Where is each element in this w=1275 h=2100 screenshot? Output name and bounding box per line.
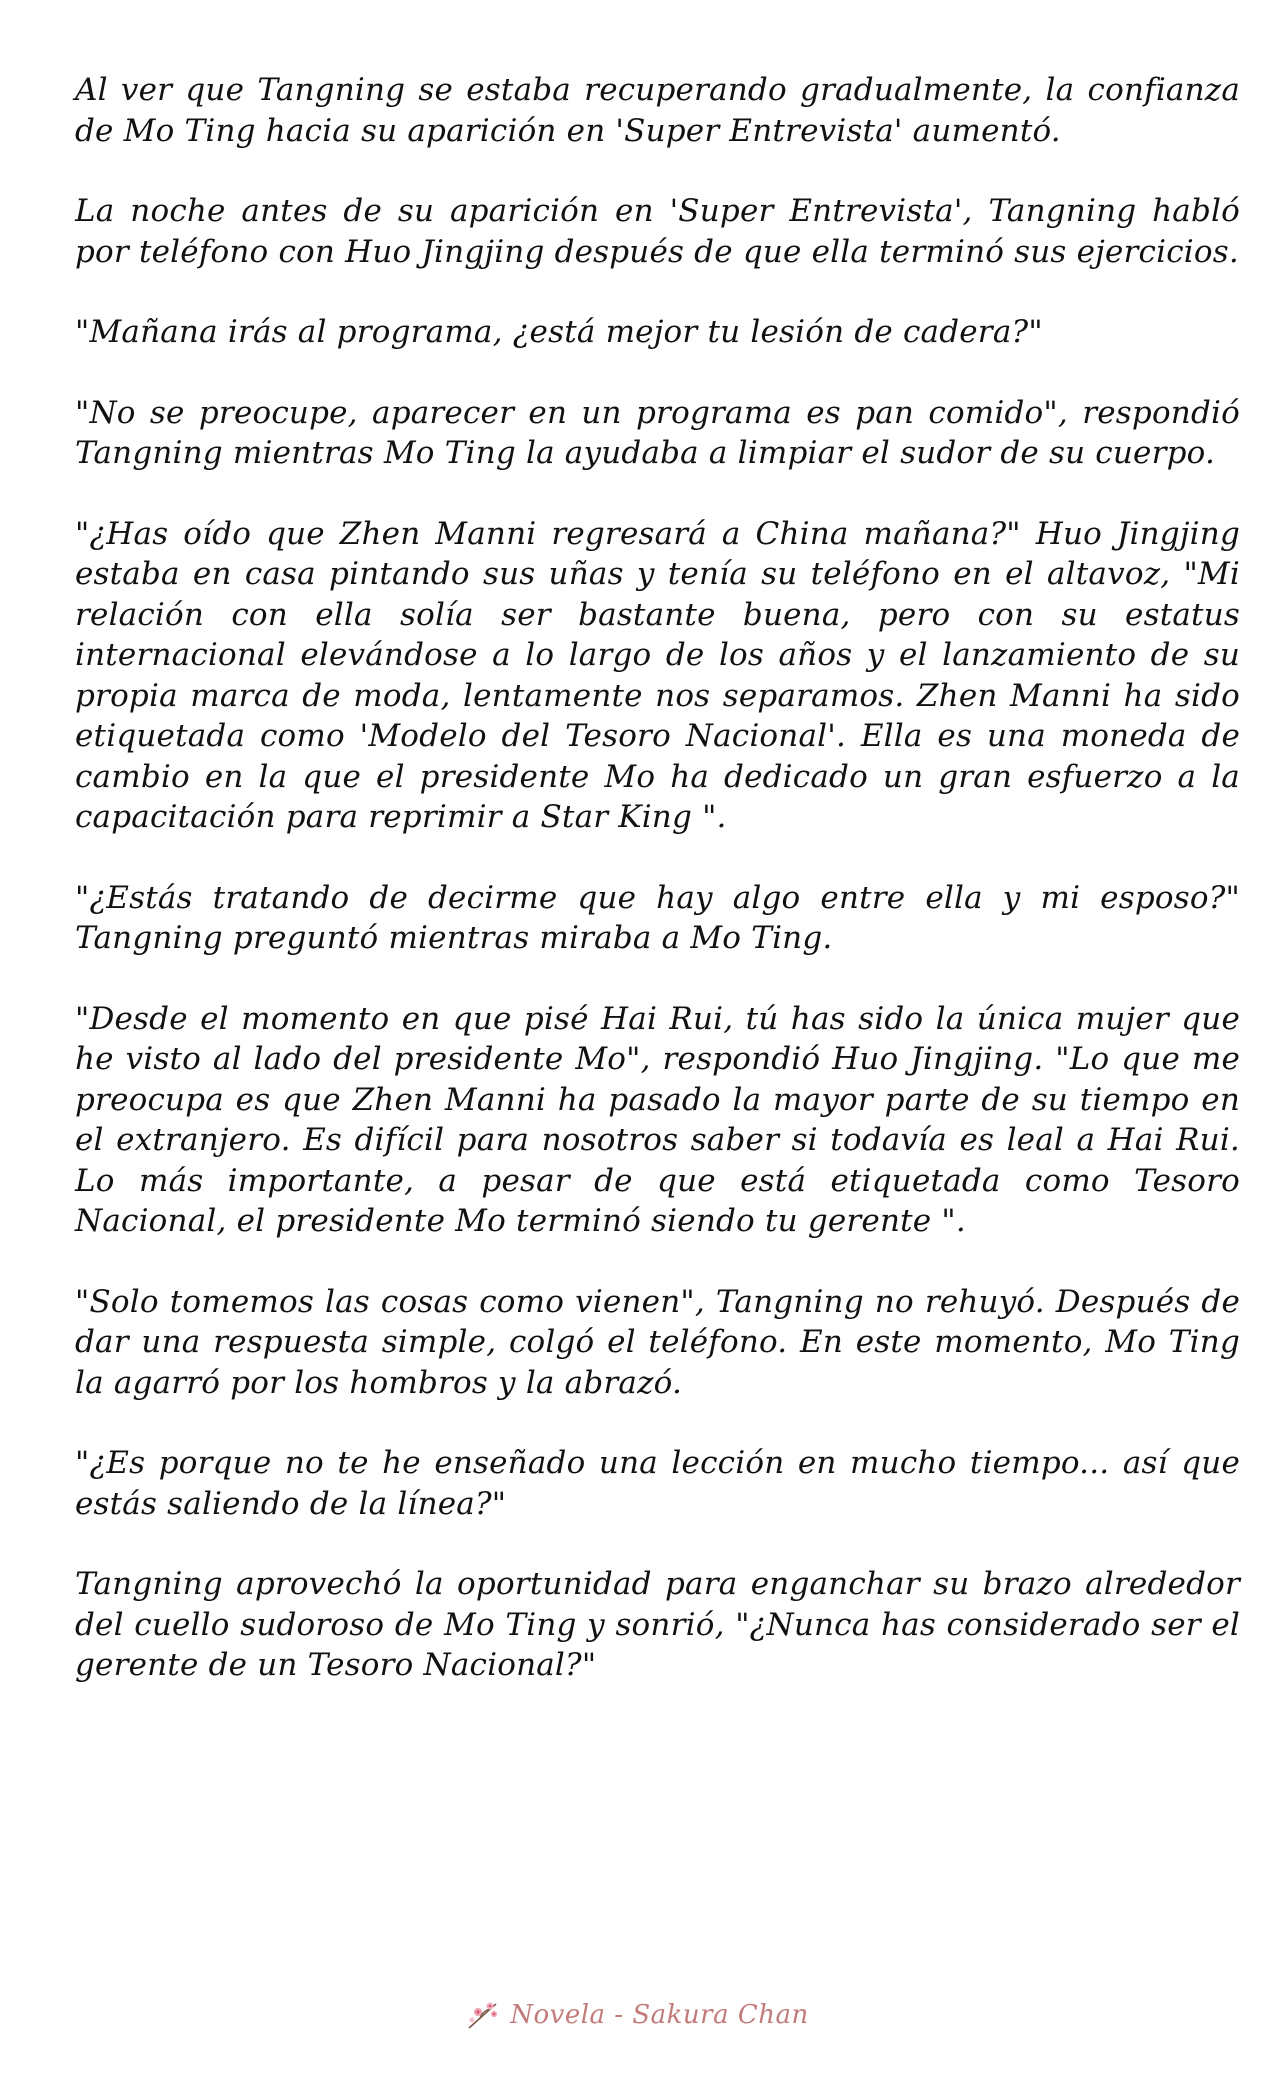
paragraph: "No se preocupe, aparecer en un programa es pan comido", respondió Tangning mientras Mo Ting la ayudaba a limpiar el sudor de su cuerpo. — [75, 394, 1240, 471]
paragraph: "¿Es porque no te he enseñado una lección en mucho tiempo... así que estás saliendo de la línea?" — [75, 1445, 1240, 1522]
paragraph: "Solo tomemos las cosas como vienen", Tangning no rehuyó. Después de dar una respuesta simple, colgó el teléfono. En este momento, Mo Ting la agarró por los hombros y la abrazó. — [75, 1283, 1240, 1401]
paragraph: "¿Has oído que Zhen Manni regresará a China mañana?" Huo Jingjing estaba en casa pintando sus uñas y tenía su teléfono en el altavoz, "Mi relación con ella solía ser bastante buena, pero con su estatus internacional elevándose a lo largo de los años y el lanzamiento de su propia marca de moda, lentamente nos separamos. Zhen Manni ha sido etiquetada como 'Modelo del Tesoro Nacional'. Ella es una moneda de cambio en la que el presidente Mo ha dedicado un gran esfuerzo a la capacitación para reprimir a Star King ". — [75, 515, 1240, 835]
paragraph: "Desde el momento en que pisé Hai Rui, tú has sido la única mujer que he visto al lado del presidente Mo", respondió Huo Jingjing. "Lo que me preocupa es que Zhen Manni ha pasado la mayor parte de su tiempo en el extranjero. Es difícil para nosotros saber si todavía es leal a Hai Rui. Lo más importante, a pesar de que está etiquetada como Tesoro Nacional, el presidente Mo terminó siendo tu gerente ". — [75, 1000, 1240, 1239]
footer-brand — [466, 1998, 809, 2032]
paragraph: "¿Estás tratando de decirme que hay algo entre ella y mi esposo?" Tangning preguntó mientras miraba a Mo Ting. — [75, 879, 1240, 956]
paragraph: "Mañana irás al programa, ¿está mejor tu lesión de cadera?" — [75, 314, 1043, 350]
footer-watermark — [0, 1995, 1275, 2035]
paragraph: La noche antes de su aparición en 'Super Entrevista', Tangning habló por teléfono con Huo Jingjing después de que ella terminó sus ejercicios. — [75, 193, 1240, 270]
paragraph: Al ver que Tangning se estaba recuperando gradualmente, la confianza de Mo Ting hacia su aparición en 'Super Entrevista' aumentó. — [75, 72, 1240, 149]
footer-text: Novela - Sakura Chan — [510, 2000, 809, 2030]
sakura-branch-icon — [466, 1998, 502, 2032]
paragraph: Tangning aprovechó la oportunidad para enganchar su brazo alrededor del cuello sudoroso de Mo Ting y sonrió, "¿Nunca has considerado ser el gerente de un Tesoro Nacional?" — [75, 1566, 1240, 1683]
story-text — [75, 70, 1240, 1726]
